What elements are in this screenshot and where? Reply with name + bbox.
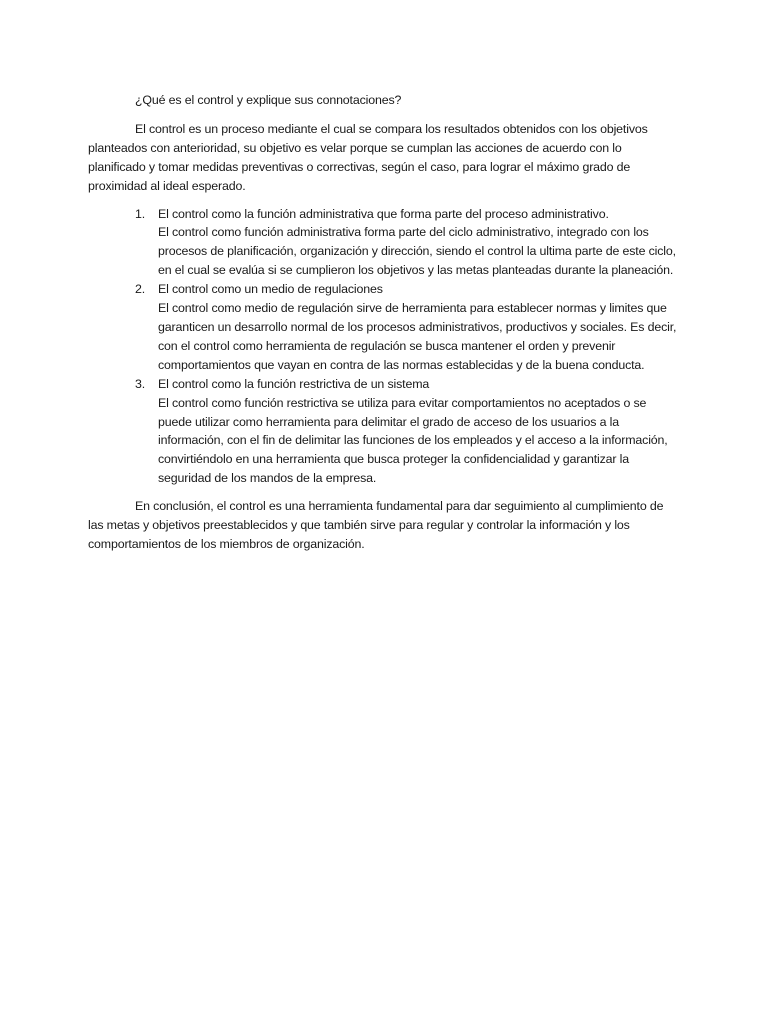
list-item-number: 2.: [135, 282, 146, 297]
list-item: [88, 205, 680, 281]
list-item-number: 3.: [135, 376, 146, 391]
list-item-body: El control como medio de regulación sirve de herramienta para establecer normas y limites que garanticen un desarrollo normal de los procesos administrativos, productivos y sociales. Es decir, con el control como herramienta de regulación se busca mantener el orden y prevenir comportamientos que vayan en contra de las normas establecidas y de la buena conducta.: [158, 301, 677, 372]
list-item-heading: El control como la función administrativa que forma parte del proceso administrativo.: [158, 206, 609, 221]
list-item-number: 1.: [135, 206, 146, 221]
question-heading: ¿Qué es el control y explique sus connotaciones?: [135, 93, 402, 107]
list-item-heading: El control como un medio de regulaciones: [158, 282, 383, 297]
numbered-list: [88, 205, 680, 489]
list-item: [88, 375, 680, 488]
list-item-body: El control como función administrativa forma parte del ciclo administrativo, integrado con los procesos de planificación, organización y dirección, siendo el control la ultima parte de este ciclo, en el cual se evalúa si se cumplieron los objetivos y las metas planteadas durante la planeación.: [158, 225, 676, 278]
document-content: [88, 91, 680, 554]
list-item-body: El control como función restrictiva se utiliza para evitar comportamientos no aceptados o se puede utilizar como herramienta para delimitar el grado de acceso de los usuarios a la información, con el fin de delimitar las funciones de los empleados y el acceso a la información, convirtiéndolo en una herramienta que busca proteger la confidencialidad y garantizar la seguridad de los mandos de la empresa.: [158, 395, 668, 486]
list-item: [88, 280, 680, 375]
intro-paragraph: El control es un proceso mediante el cual se compara los resultados obtenidos con los objetivos planteados con anterioridad, su objetivo es velar porque se cumplan las acciones de acuerdo con lo planificado y tomar medidas preventivas o correctivas, según el caso, para lograr el máximo grado de proximidad al ideal esperado.: [88, 121, 648, 193]
list-item-heading: El control como la función restrictiva de un sistema: [158, 376, 430, 391]
conclusion-paragraph: En conclusión, el control es una herramienta fundamental para dar seguimiento al cumplimiento de las metas y objetivos preestablecidos y que también sirve para regular y controlar la información y los comportamientos de los miembros de organización.: [88, 499, 664, 551]
